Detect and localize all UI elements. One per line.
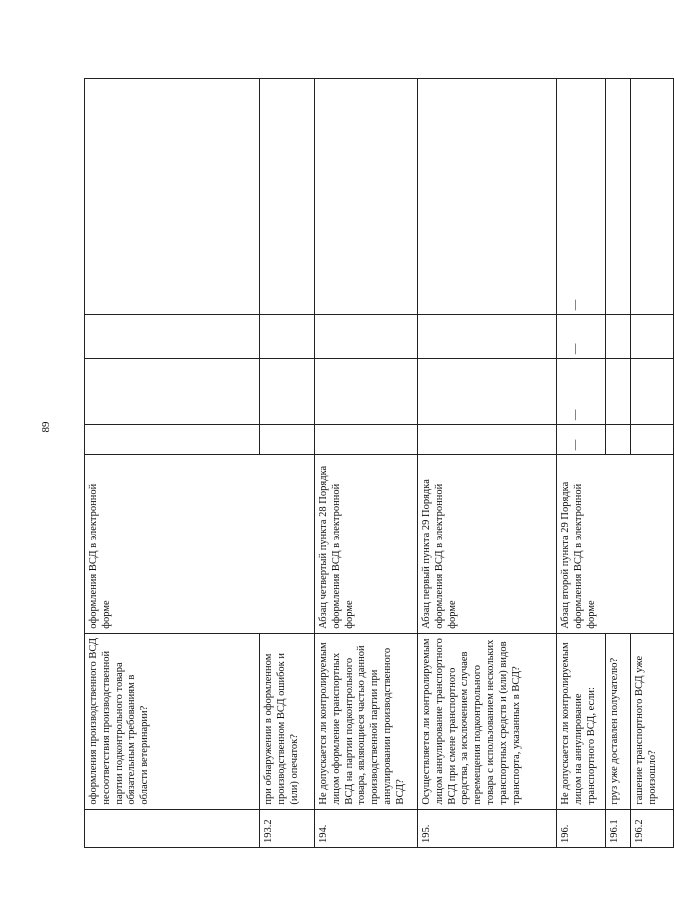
table-row: [418, 79, 557, 848]
answer-yes-cell: [85, 425, 260, 455]
legal-reference: оформления ВСД в электронной форме: [85, 455, 315, 634]
rotated-table-container: [84, 78, 658, 848]
question-text: при обнаружении в оформленном производственном ВСД ошибок и (или) опечаток?: [260, 633, 315, 809]
answer-yes-cell: [260, 425, 315, 455]
page-number: 89: [40, 421, 52, 433]
answer-no-cell: [606, 359, 631, 425]
answer-yes-cell: [606, 425, 631, 455]
row-number: 195.: [418, 809, 557, 847]
note-cell: [418, 79, 557, 315]
note-cell: [631, 79, 674, 315]
row-number: 194.: [315, 809, 418, 847]
answer-no-cell: [85, 359, 260, 425]
checklist-table: [84, 78, 674, 848]
answer-no-dash: —: [570, 409, 581, 421]
row-number: [85, 809, 260, 847]
row-number: 196.1: [606, 809, 631, 847]
note-cell: [260, 79, 315, 315]
answer-no-cell: [631, 359, 674, 425]
answer-na-dash: —: [570, 343, 581, 355]
answer-no-cell: [260, 359, 315, 425]
answer-no-cell: [557, 359, 606, 425]
answer-yes-cell: [557, 425, 606, 455]
table-row: [315, 79, 418, 848]
question-text: груз уже доставлен получателю?: [606, 633, 631, 809]
legal-reference: Абзац четвертый пункта 28 Порядка оформления ВСД в электронной форме: [315, 455, 418, 634]
note-cell: [557, 79, 606, 315]
question-text: оформления производственного ВСД несоответствия производственной партии подконтрольного товара обязательным требованиям в области ветеринарии?: [85, 633, 260, 809]
answer-na-cell: [631, 315, 674, 359]
note-cell: [315, 79, 418, 315]
answer-no-cell: [418, 359, 557, 425]
question-text: гашение транспортного ВСД уже произошло?: [631, 633, 674, 809]
legal-reference: Абзац второй пункта 29 Порядка оформления ВСД в электронной форме: [557, 455, 674, 634]
answer-na-cell: [418, 315, 557, 359]
row-number: 196.2: [631, 809, 674, 847]
row-number: 196.: [557, 809, 606, 847]
answer-yes-cell: [631, 425, 674, 455]
note-cell: [606, 79, 631, 315]
answer-na-cell: [606, 315, 631, 359]
row-number: 193.2: [260, 809, 315, 847]
table-row: [85, 79, 260, 848]
answer-yes-cell: [418, 425, 557, 455]
answer-no-cell: [315, 359, 418, 425]
note-dash: —: [570, 299, 581, 311]
question-text: Не допускается ли контролируемым лицом на аннулирование транспортного ВСД, если:: [557, 633, 606, 809]
question-text: Не допускается ли контролируемым лицом оформление транспортных ВСД на партии подконтрольного товара, являющиеся частью данной производственной партии при аннулировании производственного ВСД?: [315, 633, 418, 809]
answer-na-cell: [260, 315, 315, 359]
answer-yes-dash: —: [570, 439, 581, 451]
answer-yes-cell: [315, 425, 418, 455]
note-cell: [85, 79, 260, 315]
answer-na-cell: [557, 315, 606, 359]
answer-na-cell: [315, 315, 418, 359]
answer-na-cell: [85, 315, 260, 359]
legal-reference: Абзац первый пункта 29 Порядка оформления ВСД в электронной форме: [418, 455, 557, 634]
question-text: Осуществляется ли контролируемым лицом аннулирование транспортного ВСД при смене транспортного средства, за исключением случаев перемещения подконтрольного товара с использованием нескольких транспортных средств и (или) видов транспорта, указанных в ВСД?: [418, 633, 557, 809]
table-row: [557, 79, 606, 848]
